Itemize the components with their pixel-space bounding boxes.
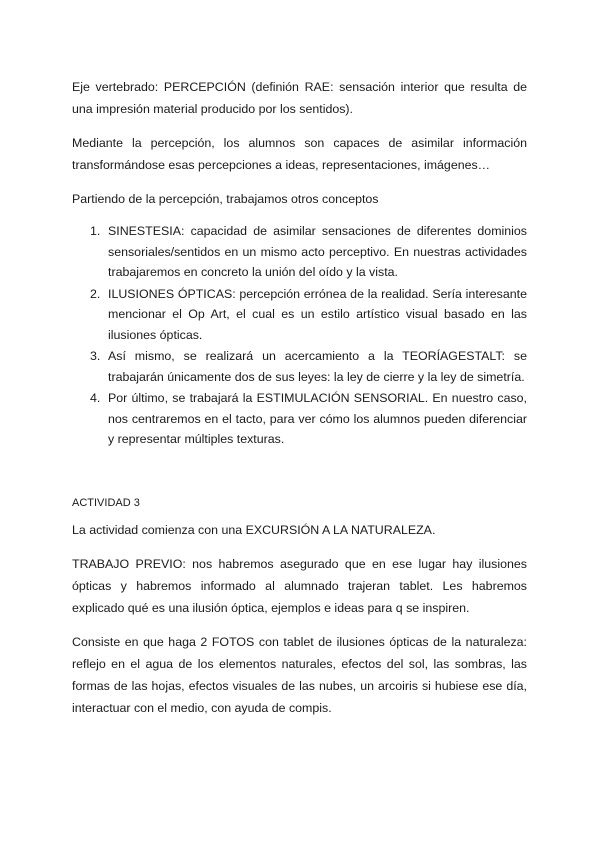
section-spacer <box>72 451 527 495</box>
paragraph-partiendo: Partiendo de la percepción, trabajamos otros conceptos <box>72 192 379 206</box>
activity-heading: ACTIVIDAD 3 <box>72 496 140 509</box>
concepts-list <box>72 221 527 450</box>
list-item-text: Así mismo, se realizará un acercamiento a la TEORÍAGESTALT: se trabajarán únicamente dos de sus leyes: la ley de cierre y la ley de simetría. <box>108 349 527 384</box>
list-item-number: 4. <box>90 391 101 405</box>
list-item <box>72 284 527 346</box>
document-page <box>72 76 527 719</box>
list-item <box>72 346 527 387</box>
paragraph-activity-intro: La actividad comienza con una EXCURSIÓN A LA NATURALEZA. <box>72 522 436 537</box>
paragraph-mediante-percepcion: Mediante la percepción, los alumnos son capaces de asimilar información transformándose esas percepciones a ideas, representaciones, imágenes… <box>72 136 527 172</box>
paragraph-eje-vertebrado: Eje vertebrado: PERCEPCIÓN (definión RAE: sensación interior que resulta de una impresión material producido por los sentidos). <box>72 80 527 116</box>
paragraph-trabajo-previo: TRABAJO PREVIO: nos habremos asegurado que en ese lugar hay ilusiones ópticas y habremos informado al alumnado trajeran tablet. Les habremos explicado qué es una ilusión óptica, ejemplos e ideas para q se inspiren. <box>72 556 527 615</box>
list-item <box>72 221 527 283</box>
paragraph-consiste: Consiste en que haga 2 FOTOS con tablet de ilusiones ópticas de la naturaleza: reflejo en el agua de los elementos naturales, efectos del sol, las sombras, las formas de las hojas, efectos visuales de las nubes, un arcoiris si hubiese ese día, interactuar con el medio, con ayuda de compis. <box>72 634 527 715</box>
list-item-text: SINESTESIA: capacidad de asimilar sensaciones de diferentes dominios sensoriales/sentidos en un mismo acto perceptivo. En nuestras actividades trabajaremos en concreto la unión del oído y la vista. <box>108 224 527 279</box>
list-item-number: 3. <box>90 349 101 363</box>
list-item-number: 1. <box>90 224 101 238</box>
list-item <box>72 388 527 450</box>
list-item-text: Por último, se trabajará la ESTIMULACIÓN SENSORIAL. En nuestro caso, nos centraremos en el tacto, para ver cómo los alumnos pueden diferenciar y representar múltiples texturas. <box>108 391 527 446</box>
list-item-number: 2. <box>90 286 101 301</box>
list-item-text: ILUSIONES ÓPTICAS: percepción errónea de la realidad. Sería interesante mencionar el Op Art, el cual es un estilo artístico visual basado en las ilusiones ópticas. <box>108 286 527 342</box>
